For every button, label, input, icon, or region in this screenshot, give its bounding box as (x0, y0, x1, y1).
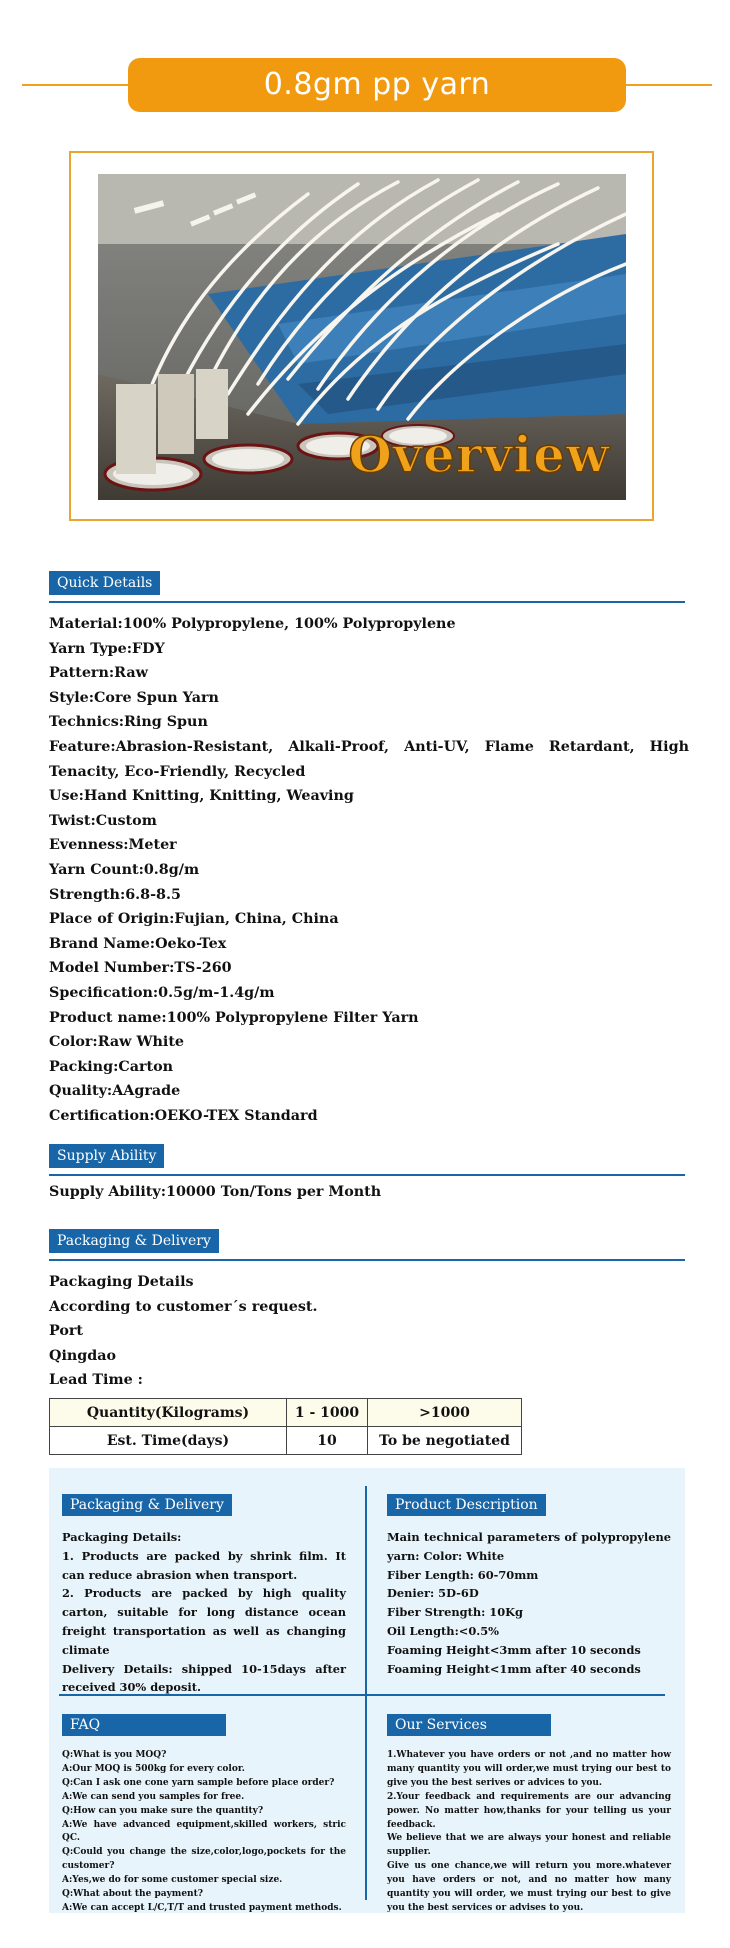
packaging-lines (49, 1270, 317, 1393)
table-row (50, 1427, 522, 1455)
overview-label: Overview (348, 425, 610, 484)
faq-line: Q:Could you change the size,color,logo,pockets for the customer? (62, 1847, 346, 1872)
info-panel (49, 1468, 685, 1913)
pack-delivery-line: Delivery Details: shipped 10-15days after received 30% deposit. (62, 1661, 346, 1695)
detail-quality: Quality:AAgrade (49, 1083, 181, 1100)
table-cell: Est. Time(days) (50, 1427, 287, 1455)
vertical-divider (365, 1486, 367, 1900)
detail-style: Style:Core Spun Yarn (49, 689, 219, 706)
packaging-line: Packaging Details (49, 1274, 194, 1290)
lead-time-table (49, 1398, 522, 1455)
title-rule-right (624, 84, 712, 86)
packaging-heading: Packaging & Delivery (49, 1229, 219, 1253)
table-cell: To be negotiated (368, 1427, 522, 1455)
faq-line: A:Yes,we do for some customer special size. (62, 1875, 283, 1886)
faq-line: Q:How can you make sure the quantity? (62, 1805, 264, 1816)
services-line: 2.Your feedback and requirements are our advancing power. No matter how,thanks for your telling us your feedback. (387, 1791, 671, 1830)
detail-model: Model Number:TS-260 (49, 960, 232, 977)
services-line: 1.Whatever you have orders or not ,and no matter how many quantity you will order,we must trying our best to give you the best serives or advices to you. (387, 1750, 671, 1788)
faq-line: A:We have advanced equipment,skilled workers, stric QC. (62, 1819, 346, 1844)
quick-details-rule (49, 601, 685, 603)
page-title: 0.8gm pp yarn (128, 58, 626, 112)
quick-details-list (49, 612, 689, 1128)
detail-strength: Strength:6.8-8.5 (49, 886, 181, 903)
supply-ability-rule (49, 1174, 685, 1176)
detail-twist: Twist:Custom (49, 812, 157, 829)
product-description-text (387, 1528, 671, 1678)
faq-line: A:We can send you samples for free. (62, 1791, 245, 1802)
product-desc-line: Fiber Strength: 10Kg (387, 1605, 524, 1620)
pack-delivery-heading: Packaging & Delivery (62, 1494, 232, 1516)
faq-line: Q:What about the payment? (62, 1889, 204, 1900)
detail-specification: Specification:0.5g/m-1.4g/m (49, 984, 275, 1001)
detail-evenness: Evenness:Meter (49, 837, 177, 854)
hero-image (98, 174, 626, 500)
our-services-heading: Our Services (387, 1714, 551, 1736)
supply-ability-heading: Supply Ability (49, 1144, 164, 1168)
detail-origin: Place of Origin:Fujian, China, China (49, 911, 339, 928)
detail-technics: Technics:Ring Spun (49, 714, 208, 731)
services-line: We believe that we are always your honest and reliable supplier. (387, 1833, 671, 1858)
packaging-line: Lead Time : (49, 1372, 143, 1389)
detail-use: Use:Hand Knitting, Knitting, Weaving (49, 788, 354, 805)
detail-material: Material:100% Polypropylene, 100% Polypropylene (49, 616, 456, 632)
product-description-heading: Product Description (387, 1494, 546, 1516)
table-row (50, 1399, 522, 1427)
packaging-line: Qingdao (49, 1347, 117, 1364)
supply-ability-text: Supply Ability:10000 Ton/Tons per Month (49, 1184, 382, 1200)
packaging-line: According to customer´s request. (49, 1298, 318, 1315)
title-rule-left (22, 84, 130, 86)
packaging-line: Port (49, 1323, 84, 1340)
product-desc-line: Denier: 5D-6D (387, 1586, 479, 1601)
table-cell: >1000 (368, 1399, 522, 1427)
detail-certification: Certification:OEKO-TEX Standard (49, 1107, 318, 1124)
detail-yarn-count: Yarn Count:0.8g/m (49, 861, 200, 878)
table-cell: 1 - 1000 (287, 1399, 368, 1427)
pack-delivery-line: 1. Products are packed by shrink film. It can reduce abrasion when transport. (62, 1548, 346, 1582)
pack-delivery-line: Packaging Details: (62, 1530, 182, 1544)
product-desc-line: Foaming Height<3mm after 10 seconds (387, 1642, 641, 1657)
detail-brand: Brand Name:Oeko-Tex (49, 935, 227, 952)
packaging-rule (49, 1259, 685, 1261)
hero-frame (69, 151, 654, 521)
table-cell: 10 (287, 1427, 368, 1455)
faq-heading: FAQ (62, 1714, 226, 1736)
detail-product-name: Product name:100% Polypropylene Filter Yarn (49, 1009, 419, 1026)
detail-color: Color:Raw White (49, 1034, 185, 1051)
detail-pattern: Pattern:Raw (49, 665, 148, 682)
product-desc-line: Foaming Height<1mm after 40 seconds (387, 1661, 641, 1676)
pack-delivery-line: 2. Products are packed by high quality carton, suitable for long distance ocean freight transportation as well as changing climate (62, 1586, 346, 1657)
detail-packing: Packing:Carton (49, 1058, 174, 1075)
product-desc-line: Oil Length:<0.5% (387, 1623, 499, 1638)
our-services-text (387, 1749, 671, 1916)
faq-line: A:We can accept L/C,T/T and trusted payment methods. (62, 1902, 342, 1913)
quick-details-heading: Quick Details (49, 571, 160, 595)
product-desc-line: Main technical parameters of polypropylene yarn: Color: White (387, 1530, 671, 1563)
faq-line: Q:What is you MOQ? (62, 1750, 167, 1760)
pack-delivery-text (62, 1528, 346, 1697)
faq-line: A:Our MOQ is 500kg for every color. (62, 1763, 245, 1774)
product-desc-line: Fiber Length: 60-70mm (387, 1567, 539, 1582)
services-line: Give us one chance,we will return you more.whatever you have orders or not, and no matter how many quantity you will order, we must trying our best to give you the best services or advises to you. (387, 1861, 671, 1913)
detail-yarn-type: Yarn Type:FDY (49, 640, 165, 657)
faq-line: Q:Can I ask one cone yarn sample before place order? (62, 1777, 335, 1788)
detail-feature: Feature:Abrasion-Resistant, Alkali-Proof, Anti-UV, Flame Retardant, High Tenacity, Eco-Friendly, Recycled (49, 738, 689, 780)
faq-text (62, 1749, 346, 1916)
table-cell: Quantity(Kilograms) (50, 1399, 287, 1427)
